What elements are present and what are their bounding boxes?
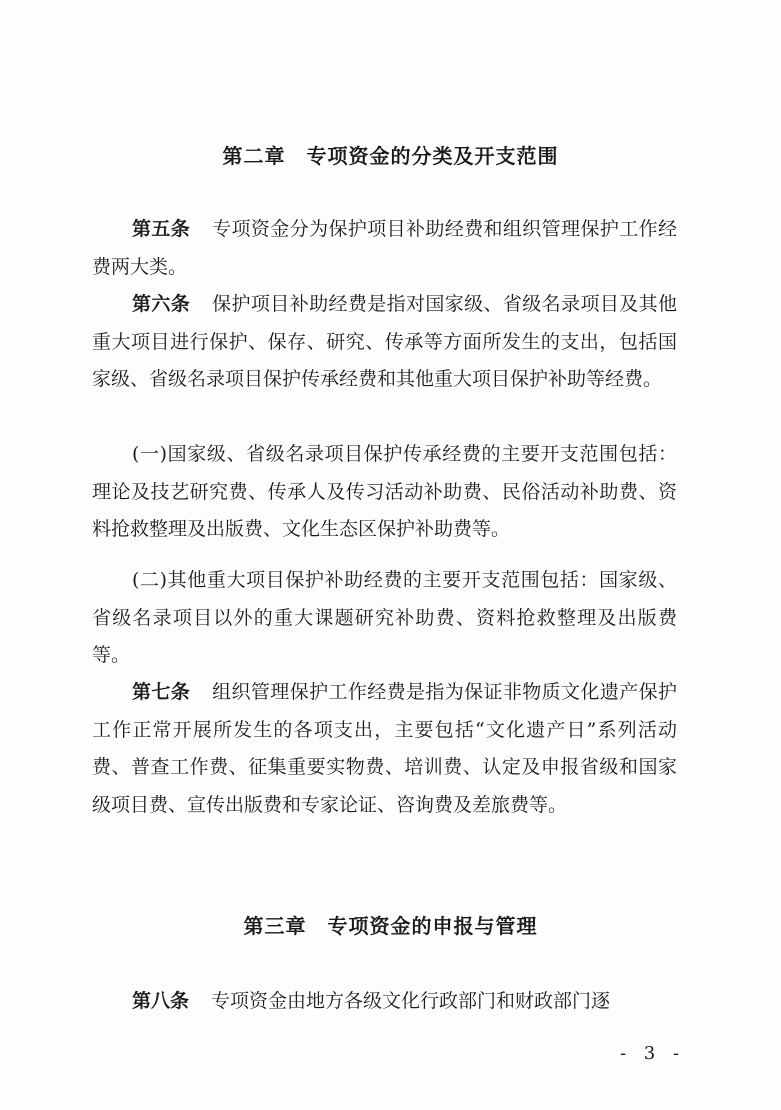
article-6-item-1: (一)国家级、省级名录项目保护传承经费的主要开支范围包括：理论及技艺研究费、传承人及传习活动补助费、民俗活动补助费、资料抢救整理及出版费、文化生态区保护补助费等。 (92, 443, 677, 540)
article-6-item-2: (二)其他重大项目保护补助经费的主要开支范围包括：国家级、省级名录项目以外的重大课题研究补助费、资料抢救整理及出版费等。 (92, 569, 677, 666)
article-7-text: 组织管理保护工作经费是指为保证非物质文化遗产保护工作正常开展所发生的各项支出，主要包括“文化遗产日”系列活动费、普查工作费、征集重要实物费、培训费、认定及申报省级和国家级项目费、宣传出版费和专家论证、咨询费及差旅费等。 (92, 681, 677, 816)
article-8-label: 第八条 (132, 990, 190, 1012)
article-6-text: 保护项目补助经费是指对国家级、省级名录项目及其他重大项目进行保护、保存、研究、传承等方面所发生的支出，包括国家级、省级名录项目保护传承经费和其他重大项目保护补助等经费。 (92, 293, 677, 390)
article-8-text: 专项资金由地方各级文化行政部门和财政部门逐 (211, 990, 611, 1012)
article-5-label: 第五条 (132, 218, 191, 240)
article-6-paragraph (92, 286, 677, 399)
chapter-2-title: 第二章 专项资金的分类及开支范围 (222, 144, 559, 168)
article-8-paragraph (92, 983, 677, 1021)
article-7-label: 第七条 (132, 681, 191, 703)
article-6-label: 第六条 (132, 293, 191, 315)
article-5-text: 专项资金分为保护项目补助经费和组织管理保护工作经费两大类。 (92, 218, 677, 278)
chapter-3-title: 第三章 专项资金的申报与管理 (243, 914, 538, 938)
article-5-paragraph (92, 211, 677, 286)
page-number: - 3 - (620, 1043, 686, 1064)
article-7-paragraph (92, 674, 677, 824)
